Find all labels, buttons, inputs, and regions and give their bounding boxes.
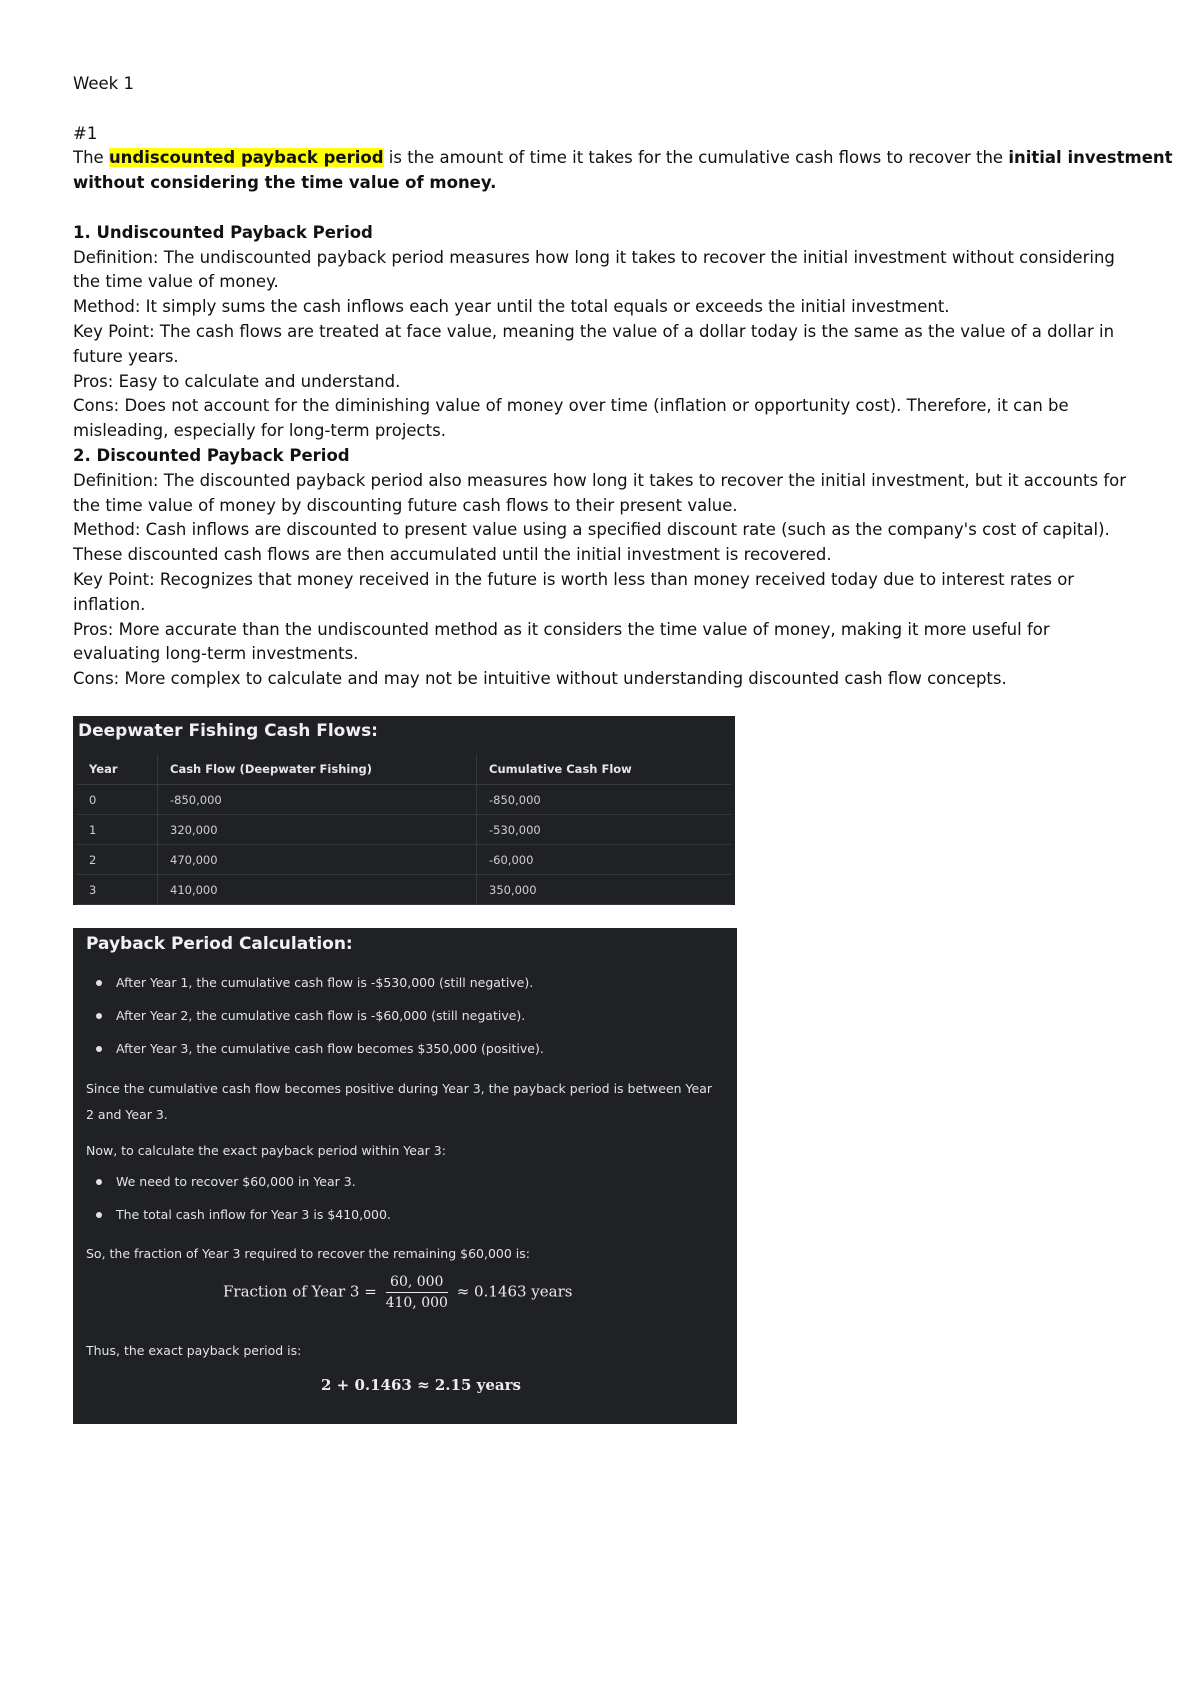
table-cell: 350,000 <box>477 875 732 905</box>
s1-cons: Cons: Does not account for the diminishing value of money over time (inflation or opportunity cost). Therefore, it can be <box>73 396 1069 416</box>
table-cell: 320,000 <box>158 815 477 845</box>
s2-definition: Definition: The discounted payback period also measures how long it takes to recover the initial investment, but it accounts for <box>73 470 1127 490</box>
intro-paragraph: The undiscounted payback period is the amount of time it takes for the cumulative cash flows to recover the initial investment <box>73 148 1173 168</box>
section-1-heading: 1. Undiscounted Payback Period <box>73 222 373 242</box>
table-row <box>77 815 731 845</box>
bullet-icon <box>96 1212 102 1218</box>
s2-cons: Cons: More complex to calculate and may not be intuitive without understanding discounted cash flow concepts. <box>73 669 1007 689</box>
s2-key-point: Key Point: Recognizes that money received in the future is worth less than money received today due to interest rates or <box>73 569 1075 589</box>
table-cell: -850,000 <box>477 785 732 815</box>
table-cell: 1 <box>77 815 158 845</box>
s1-cons-cont: misleading, especially for long-term projects. <box>73 421 446 441</box>
s1-definition: Definition: The undiscounted payback period measures how long it takes to recover the initial investment without considering <box>73 247 1115 267</box>
result-equation: 2 + 0.1463 ≈ 2.15 years <box>321 1376 521 1394</box>
fraction: $\frac{60, 000}{410, 000}$ <box>385 1274 448 1311</box>
s1-key-point: Key Point: The cash flows are treated at face value, meaning the value of a dollar today is the same as the value of a dollar in <box>73 321 1115 341</box>
table-cell: 470,000 <box>158 845 477 875</box>
column-header: Year <box>77 754 158 785</box>
bullet-icon <box>96 1013 102 1019</box>
s2-key-point-cont: inflation. <box>73 594 146 614</box>
intro-paragraph-cont: without considering the time value of money. <box>73 173 497 193</box>
list-item: The total cash inflow for Year 3 is $410,000. <box>86 1204 391 1237</box>
table-header-row <box>77 754 731 785</box>
table-cell: 410,000 <box>158 875 477 905</box>
recover-bullet-list <box>86 1171 391 1237</box>
payback-calculation-image <box>73 928 737 1424</box>
cash-flow-table-image <box>73 716 735 905</box>
list-item: After Year 3, the cumulative cash flow becomes $350,000 (positive). <box>86 1038 544 1071</box>
s1-key-point-cont: future years. <box>73 346 179 366</box>
week-heading: Week 1 <box>73 74 134 93</box>
s1-definition-cont: the time value of money. <box>73 272 279 292</box>
bullet-icon <box>96 1046 102 1052</box>
question-number: #1 <box>73 123 98 143</box>
table-cell: -530,000 <box>477 815 732 845</box>
section-2-heading: 2. Discounted Payback Period <box>73 445 350 465</box>
list-item: After Year 1, the cumulative cash flow is -$530,000 (still negative). <box>86 972 544 1005</box>
table-cell: 3 <box>77 875 158 905</box>
s2-pros: Pros: More accurate than the undiscounted method as it considers the time value of money, making it more useful for <box>73 619 1050 639</box>
table-row <box>77 785 731 815</box>
s1-method: Method: It simply sums the cash inflows each year until the total equals or exceeds the initial investment. <box>73 297 950 317</box>
table-cell: -60,000 <box>477 845 732 875</box>
fraction-equation: Fraction of Year 3 = $\frac{60, 000}{410, 000}$ ≈ 0.1463 years <box>223 1274 573 1311</box>
s2-pros-cont: evaluating long-term investments. <box>73 644 359 664</box>
highlighted-term: undiscounted payback period <box>108 148 384 168</box>
so-paragraph: So, the fraction of Year 3 required to recover the remaining $60,000 is: <box>86 1246 530 1261</box>
s2-method: Method: Cash inflows are discounted to present value using a specified discount rate (such as the company's cost of capital). <box>73 520 1110 540</box>
year-bullet-list <box>86 972 544 1071</box>
table-cell: 2 <box>77 845 158 875</box>
bullet-icon <box>96 1179 102 1185</box>
document-body <box>73 72 1173 692</box>
now-paragraph: Now, to calculate the exact payback period within Year 3: <box>86 1143 446 1158</box>
list-item: We need to recover $60,000 in Year 3. <box>86 1171 391 1204</box>
bullet-icon <box>96 980 102 986</box>
table-row <box>77 875 731 905</box>
column-header: Cumulative Cash Flow <box>477 754 732 785</box>
list-item: After Year 2, the cumulative cash flow is -$60,000 (still negative). <box>86 1005 544 1038</box>
table-cell: 0 <box>77 785 158 815</box>
s1-pros: Pros: Easy to calculate and understand. <box>73 371 401 391</box>
table-row <box>77 845 731 875</box>
s2-definition-cont: the time value of money by discounting future cash flows to their present value. <box>73 495 738 515</box>
column-header: Cash Flow (Deepwater Fishing) <box>158 754 477 785</box>
payback-title: Payback Period Calculation: <box>86 934 353 954</box>
table-cell: -850,000 <box>158 785 477 815</box>
cash-flow-title: Deepwater Fishing Cash Flows: <box>78 721 378 741</box>
cash-flow-table <box>77 754 731 905</box>
s2-method-cont: These discounted cash flows are then accumulated until the initial investment is recovered. <box>73 545 832 565</box>
since-paragraph: Since the cumulative cash flow becomes positive during Year 3, the payback period is between Year 2 and Year 3. <box>86 1081 713 1122</box>
thus-paragraph: Thus, the exact payback period is: <box>86 1343 302 1358</box>
